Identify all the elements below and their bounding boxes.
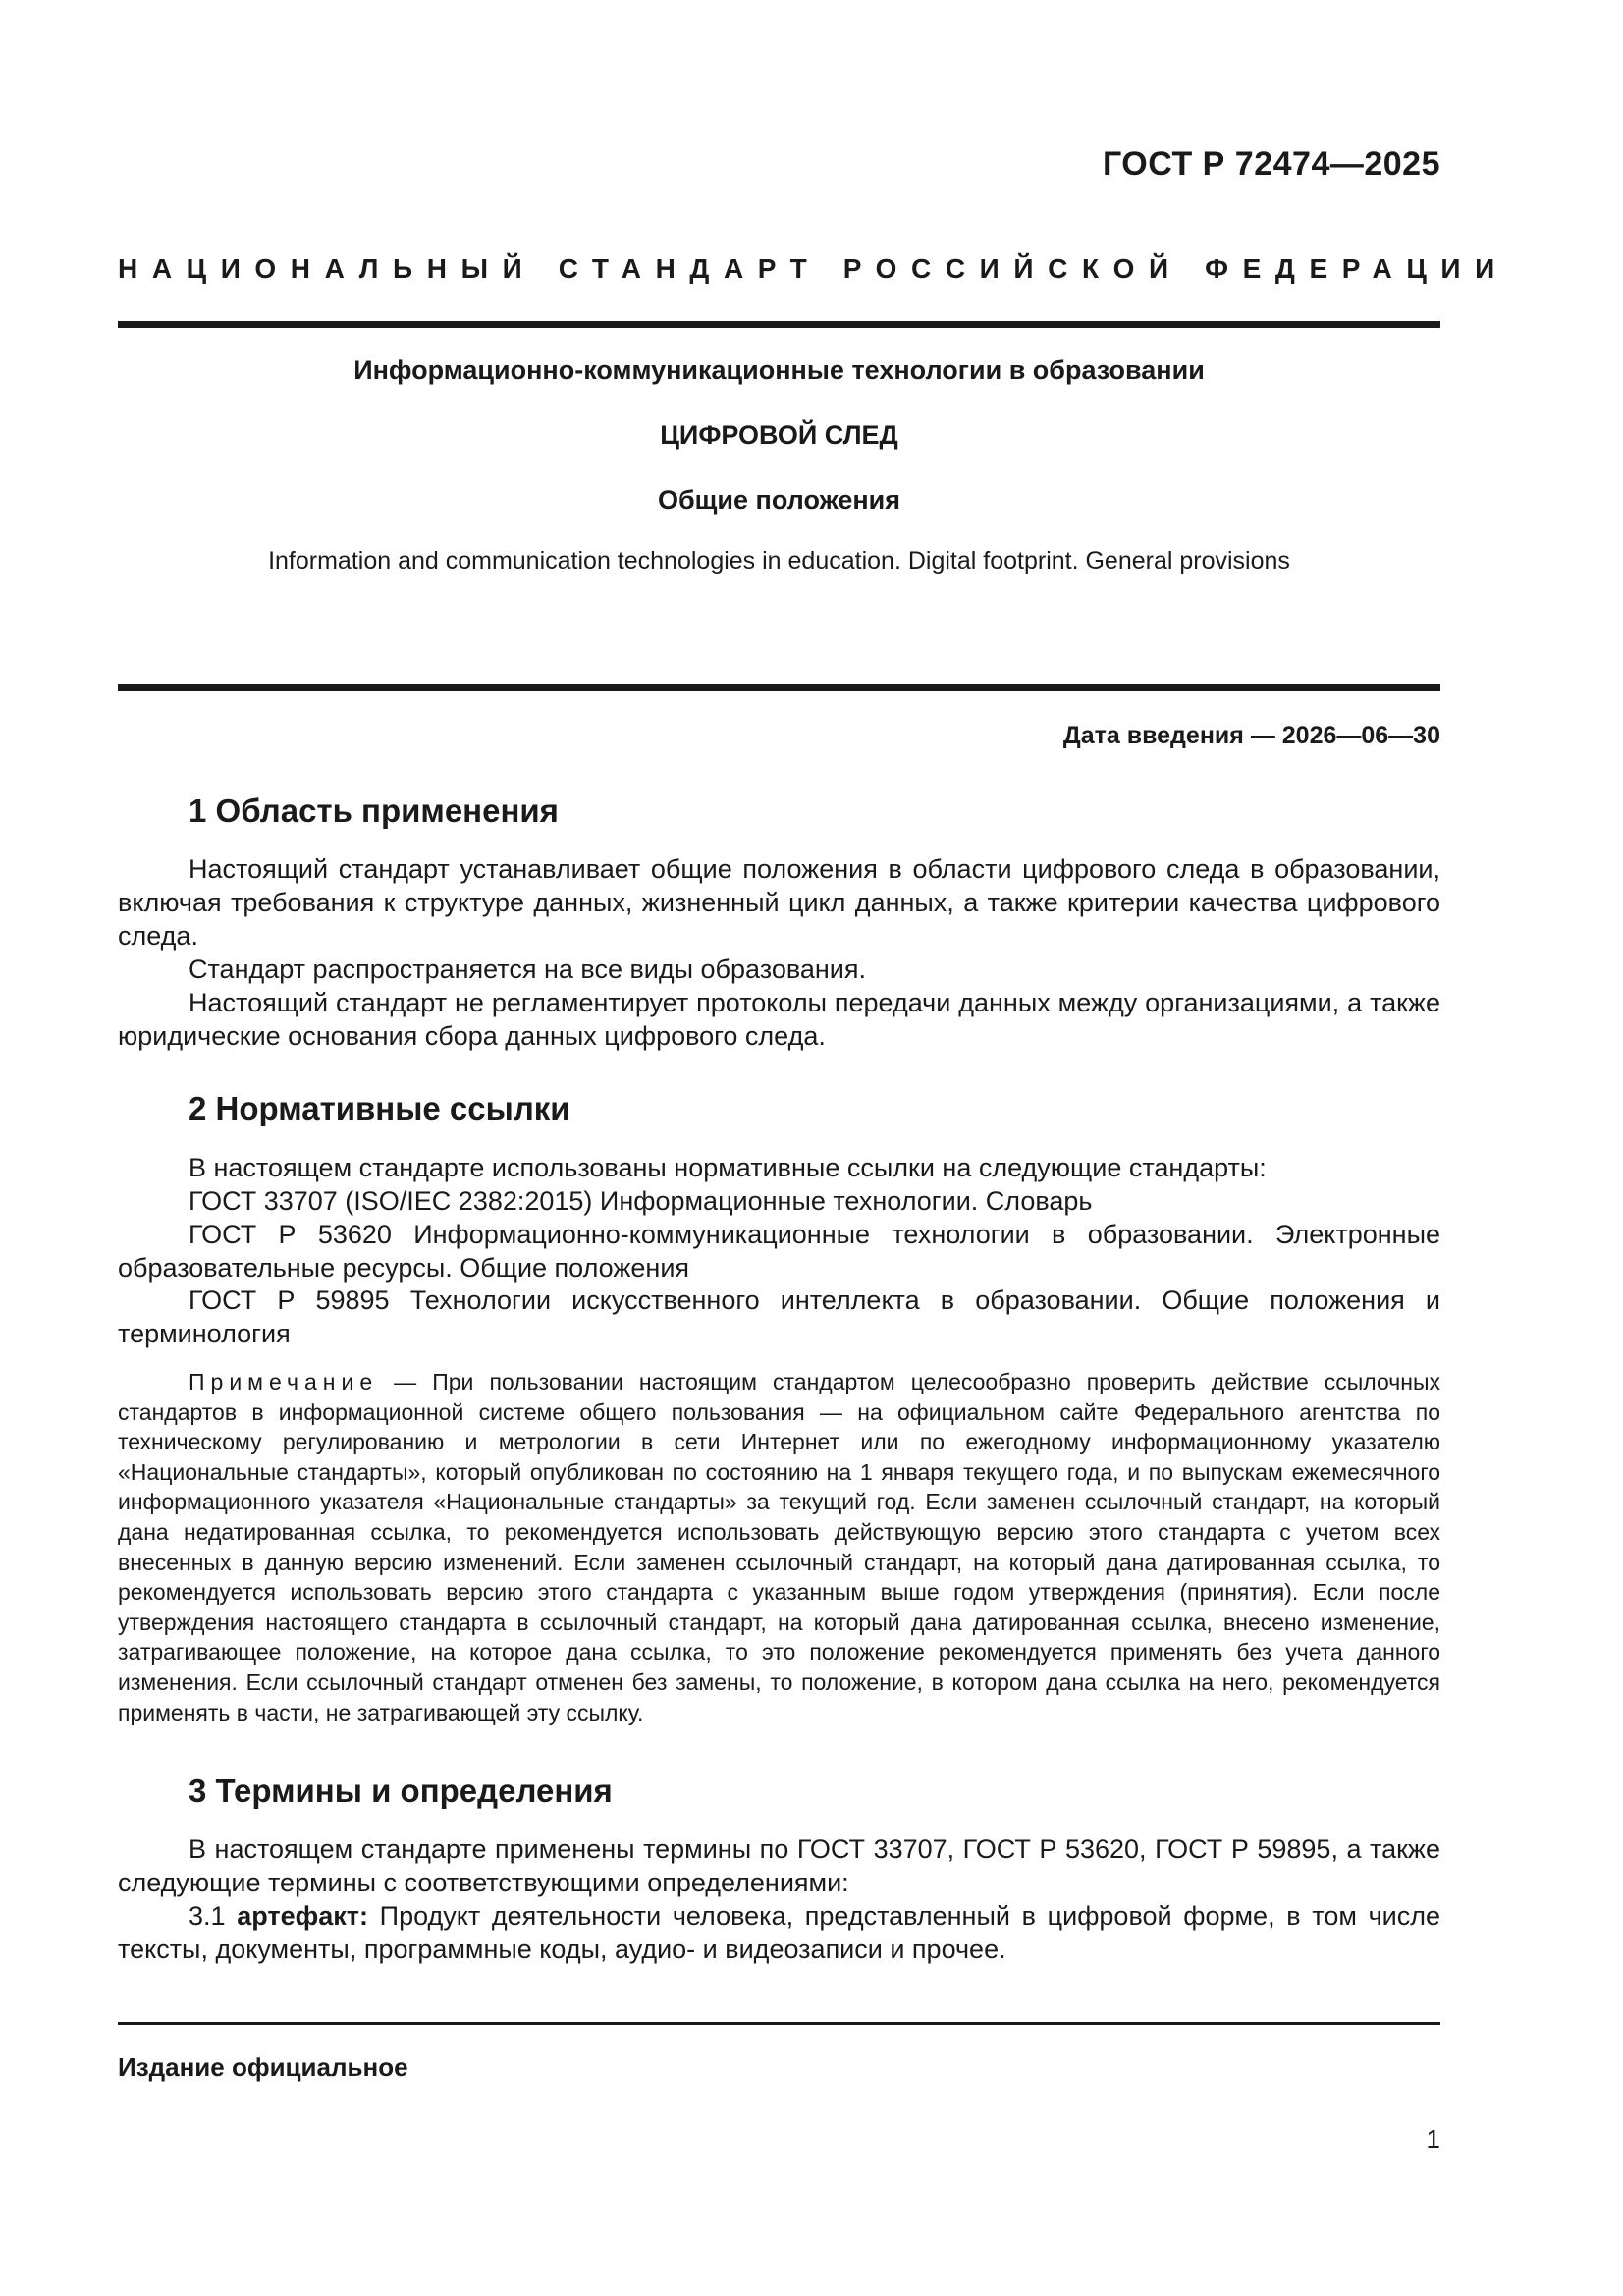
date-introduced: Дата введения — 2026—06—30 [1062, 722, 1440, 749]
note-text: — При пользовании настоящим стандартом целесообразно проверить действие ссылочных стандартов в информационной системе общего пользования — на официальном сайте Федерального агентства по техническому регулированию и метрологии в сети Интернет или по ежегодному информационному указателю «Национальные стандарты», который опубликован по состоянию на 1 января текущего года, и по выпускам ежемесячного информационного указателя «Национальные стандарты» за текущий год. Если заменен ссылочный стандарт, на который дана недатированная ссылка, то рекомендуется использовать действующую версию этого стандарта с учетом всех внесенных в данную версию изменений. Если заменен ссылочный стандарт, на который дана датированная ссылка, то рекомендуется использовать версию этого стандарта с указанным выше годом утверждения (принятия). Если после утверждения настоящего стандарта в ссылочный стандарт, на который дана датированная ссылка, внесено изменение, затрагивающее положение, на которое дана ссылка, то это положение рекомендуется применять без учета данного изменения. Если ссылочный стандарт отменен без замены, то положение, в котором дана ссылка на него, рекомендуется применять в части, не затрагивающей эту ссылку. [118, 1369, 1440, 1725]
term-definition-3-1 [118, 1899, 1440, 1966]
section-1-heading: 1 Область применения [189, 793, 559, 829]
term-number: 3.1 [189, 1901, 238, 1931]
section-1-paragraph: Стандарт распространяется на все виды образования. [189, 955, 867, 984]
section-3-heading: 3 Термины и определения [189, 1773, 613, 1809]
term-name: артефакт: [237, 1901, 368, 1931]
section-2-note [118, 1367, 1440, 1727]
title-subject: ЦИФРОВОЙ СЛЕД [660, 420, 898, 450]
section-2-heading: 2 Нормативные ссылки [189, 1090, 570, 1126]
footer-divider [118, 2022, 1440, 2025]
note-label: Примечание [189, 1369, 379, 1394]
normative-reference: ГОСТ 33707 (ISO/IEC 2382:2015) Информационные технологии. Словарь [189, 1186, 1093, 1216]
normative-reference: ГОСТ Р 53620 Информационно-коммуникационные технологии в образовании. Электронные образовательные ресурсы. Общие положения [118, 1220, 1440, 1283]
national-standard-banner: НАЦИОНАЛЬНЫЙ СТАНДАРТ РОССИЙСКОЙ ФЕДЕРАЦИИ [118, 253, 1509, 284]
page-number: 1 [1426, 2124, 1440, 2154]
section-3-paragraph: В настоящем стандарте применены термины по ГОСТ 33707, ГОСТ Р 53620, ГОСТ Р 59895, а также следующие термины с соответствующими определениями: [118, 1834, 1440, 1897]
section-2-paragraph: В настоящем стандарте использованы нормативные ссылки на следующие стандарты: [189, 1153, 1267, 1182]
title-part: Общие положения [657, 485, 901, 515]
top-divider [118, 321, 1440, 328]
term-definition: Продукт деятельности человека, представленный в цифровой форме, в том числе тексты, документы, программные коды, аудио- и видеозаписи и прочее. [118, 1901, 1440, 1964]
title-divider [118, 684, 1440, 691]
title-english: Information and communication technologies in education. Digital footprint. General provisions [268, 547, 1290, 574]
section-1-paragraph: Настоящий стандарт не регламентирует протоколы передачи данных между организациями, а также юридические основания сбора данных цифрового следа. [118, 988, 1440, 1051]
official-edition: Издание официальное [118, 2052, 408, 2082]
document-number: ГОСТ Р 72474—2025 [1102, 145, 1440, 183]
title-main: Информационно-коммуникационные технологии в образовании [353, 355, 1205, 385]
normative-reference: ГОСТ Р 59895 Технологии искусственного интеллекта в образовании. Общие положения и терминология [118, 1285, 1440, 1348]
section-1-paragraph: Настоящий стандарт устанавливает общие положения в области цифрового следа в образовании, включая требования к структуре данных, жизненный цикл данных, а также критерии качества цифрового следа. [118, 854, 1440, 951]
